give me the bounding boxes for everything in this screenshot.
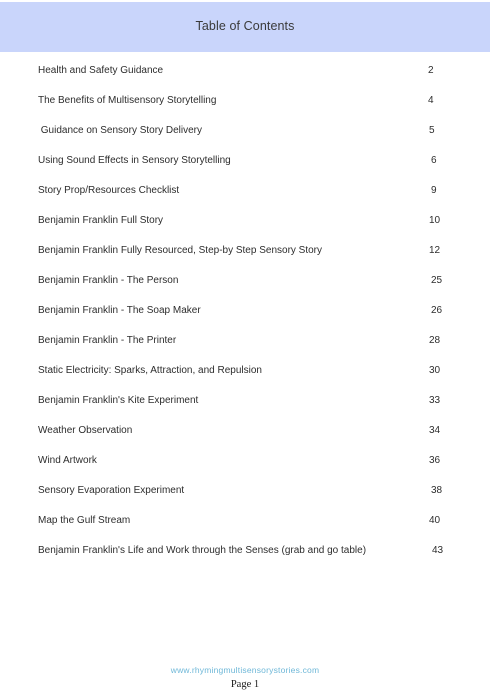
toc-entry[interactable] xyxy=(38,213,448,229)
toc-entry-page: 12 xyxy=(429,245,441,256)
toc-entry[interactable] xyxy=(38,333,448,349)
toc-entry[interactable] xyxy=(38,513,448,529)
toc-entry[interactable] xyxy=(38,153,448,169)
toc-entry[interactable] xyxy=(38,423,448,439)
page-title: Table of Contents xyxy=(195,19,295,33)
toc-entry-title: Guidance on Sensory Story Delivery xyxy=(38,125,202,136)
toc-entry-page: 5 xyxy=(429,125,435,136)
toc-entry-page: 26 xyxy=(431,305,443,316)
toc-entry-title: Benjamin Franklin's Life and Work through the Senses (grab and go table) xyxy=(38,545,367,556)
toc-entry-title: Benjamin Franklin - The Soap Maker xyxy=(38,305,201,316)
toc-entry-page: 9 xyxy=(431,185,437,196)
toc-entry-title: Using Sound Effects in Sensory Storytelling xyxy=(38,155,231,166)
toc-entry-title: Sensory Evaporation Experiment xyxy=(38,485,185,496)
toc-entry[interactable] xyxy=(38,243,448,259)
toc-entry-title: Benjamin Franklin Fully Resourced, Step-by Step Sensory Story xyxy=(38,245,323,256)
toc-entry[interactable] xyxy=(38,483,448,499)
toc-entry-title: Benjamin Franklin - The Person xyxy=(38,275,179,286)
page-number: Page 1 xyxy=(230,679,260,690)
toc-entry-title: Map the Gulf Stream xyxy=(38,515,131,526)
toc-entry-title: Story Prop/Resources Checklist xyxy=(38,185,180,196)
toc-entry-page: 38 xyxy=(431,485,443,496)
toc-entry-title: The Benefits of Multisensory Storytelling xyxy=(38,95,217,106)
toc-entry[interactable] xyxy=(38,543,448,559)
toc-entry-page: 28 xyxy=(429,335,441,346)
toc-entry-page: 30 xyxy=(429,365,441,376)
toc-entry[interactable] xyxy=(38,123,448,139)
toc-entry[interactable] xyxy=(38,93,448,109)
toc-entry[interactable] xyxy=(38,273,448,289)
toc-entry-page: 36 xyxy=(429,455,441,466)
footer-website-link[interactable]: www.rhymingmultisensorystories.com xyxy=(170,665,320,675)
toc-entry[interactable] xyxy=(38,393,448,409)
toc-entry-title: Benjamin Franklin's Kite Experiment xyxy=(38,395,199,406)
toc-entry-title: Static Electricity: Sparks, Attraction, and Repulsion xyxy=(38,365,262,376)
toc-entry[interactable] xyxy=(38,363,448,379)
toc-entry-page: 34 xyxy=(429,425,441,436)
toc-entry-title: Weather Observation xyxy=(38,425,133,436)
toc-entry-page: 2 xyxy=(428,65,434,76)
toc-entry-page: 33 xyxy=(429,395,441,406)
toc-entry-title: Benjamin Franklin Full Story xyxy=(38,215,164,226)
toc-entry-page: 43 xyxy=(432,545,444,556)
toc-entry-page: 10 xyxy=(429,215,441,226)
toc-entry[interactable] xyxy=(38,453,448,469)
toc-entry-page: 6 xyxy=(431,155,437,166)
toc-entry-page: 25 xyxy=(431,275,443,286)
toc-entry[interactable] xyxy=(38,183,448,199)
toc-entry-page: 4 xyxy=(428,95,434,106)
toc-entry-title: Benjamin Franklin - The Printer xyxy=(38,335,177,346)
toc-entry-title: Wind Artwork xyxy=(38,455,97,466)
toc-entry-title: Health and Safety Guidance xyxy=(38,65,164,76)
toc-entry[interactable] xyxy=(38,63,448,79)
toc-entry-page: 40 xyxy=(429,515,441,526)
toc-entry[interactable] xyxy=(38,303,448,319)
